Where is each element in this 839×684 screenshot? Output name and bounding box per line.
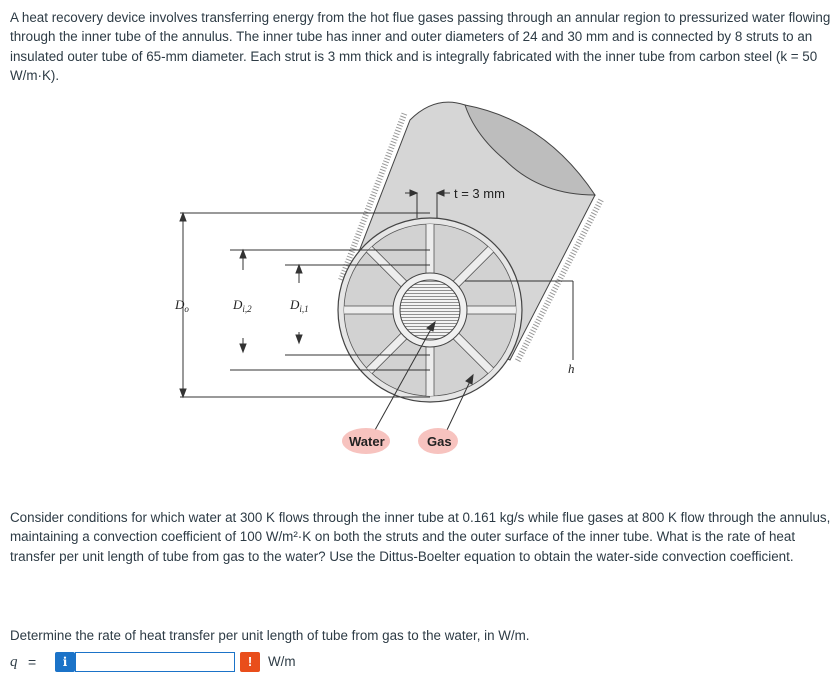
gas-label: Gas (427, 434, 452, 449)
problem-prompt: Determine the rate of heat transfer per unit length of tube from gas to the water, in W/m. (10, 628, 530, 643)
h-label: h (568, 361, 575, 376)
di2-subscript: i,2 (242, 304, 252, 314)
answer-input[interactable] (75, 652, 235, 672)
answer-unit: W/m (268, 654, 296, 669)
di2-label: D (233, 297, 243, 312)
info-icon[interactable]: i (55, 652, 75, 672)
di1-subscript: i,1 (299, 304, 309, 314)
svg-text:Do (174, 297, 189, 314)
problem-intro: A heat recovery device involves transferring energy from the hot flue gases passing through an annular region to pressurized water flowing through the inner tube of the annulus. The inner tube has inner and outer diameters of 24 and 30 mm and is connected by 8 struts to an insulated outer tube of 65-mm diameter. Each strut is 3 mm thick and is integrally fabricated with the inner tube from carbon steel (k = 50 W/m·K). (10, 10, 831, 84)
strut-thickness-label: t = 3 mm (454, 186, 505, 201)
do-subscript: o (184, 304, 189, 314)
warning-icon: ! (240, 652, 260, 672)
svg-text:Di,2 (232, 297, 252, 314)
do-label: D (175, 297, 185, 312)
problem-question: Consider conditions for which water at 300 K flows through the inner tube at 0.161 kg/s while flue gases at 800 K flow through the annulus, maintaining a convection coefficient of 100 W/m²·K on both the struts and the outer surface of the inner tube. What is the rate of heat transfer per unit length of tube from gas to the water? Use the Dittus-Boelter equation to obtain the water-side convection coefficient. (10, 510, 831, 564)
di1-label: D (290, 297, 300, 312)
svg-text:Di,1 (289, 297, 309, 314)
heat-recovery-figure (165, 100, 625, 470)
water-label: Water (349, 434, 385, 449)
answer-equals: = (28, 654, 37, 670)
answer-variable: q (10, 654, 18, 670)
answer-row (10, 652, 430, 674)
